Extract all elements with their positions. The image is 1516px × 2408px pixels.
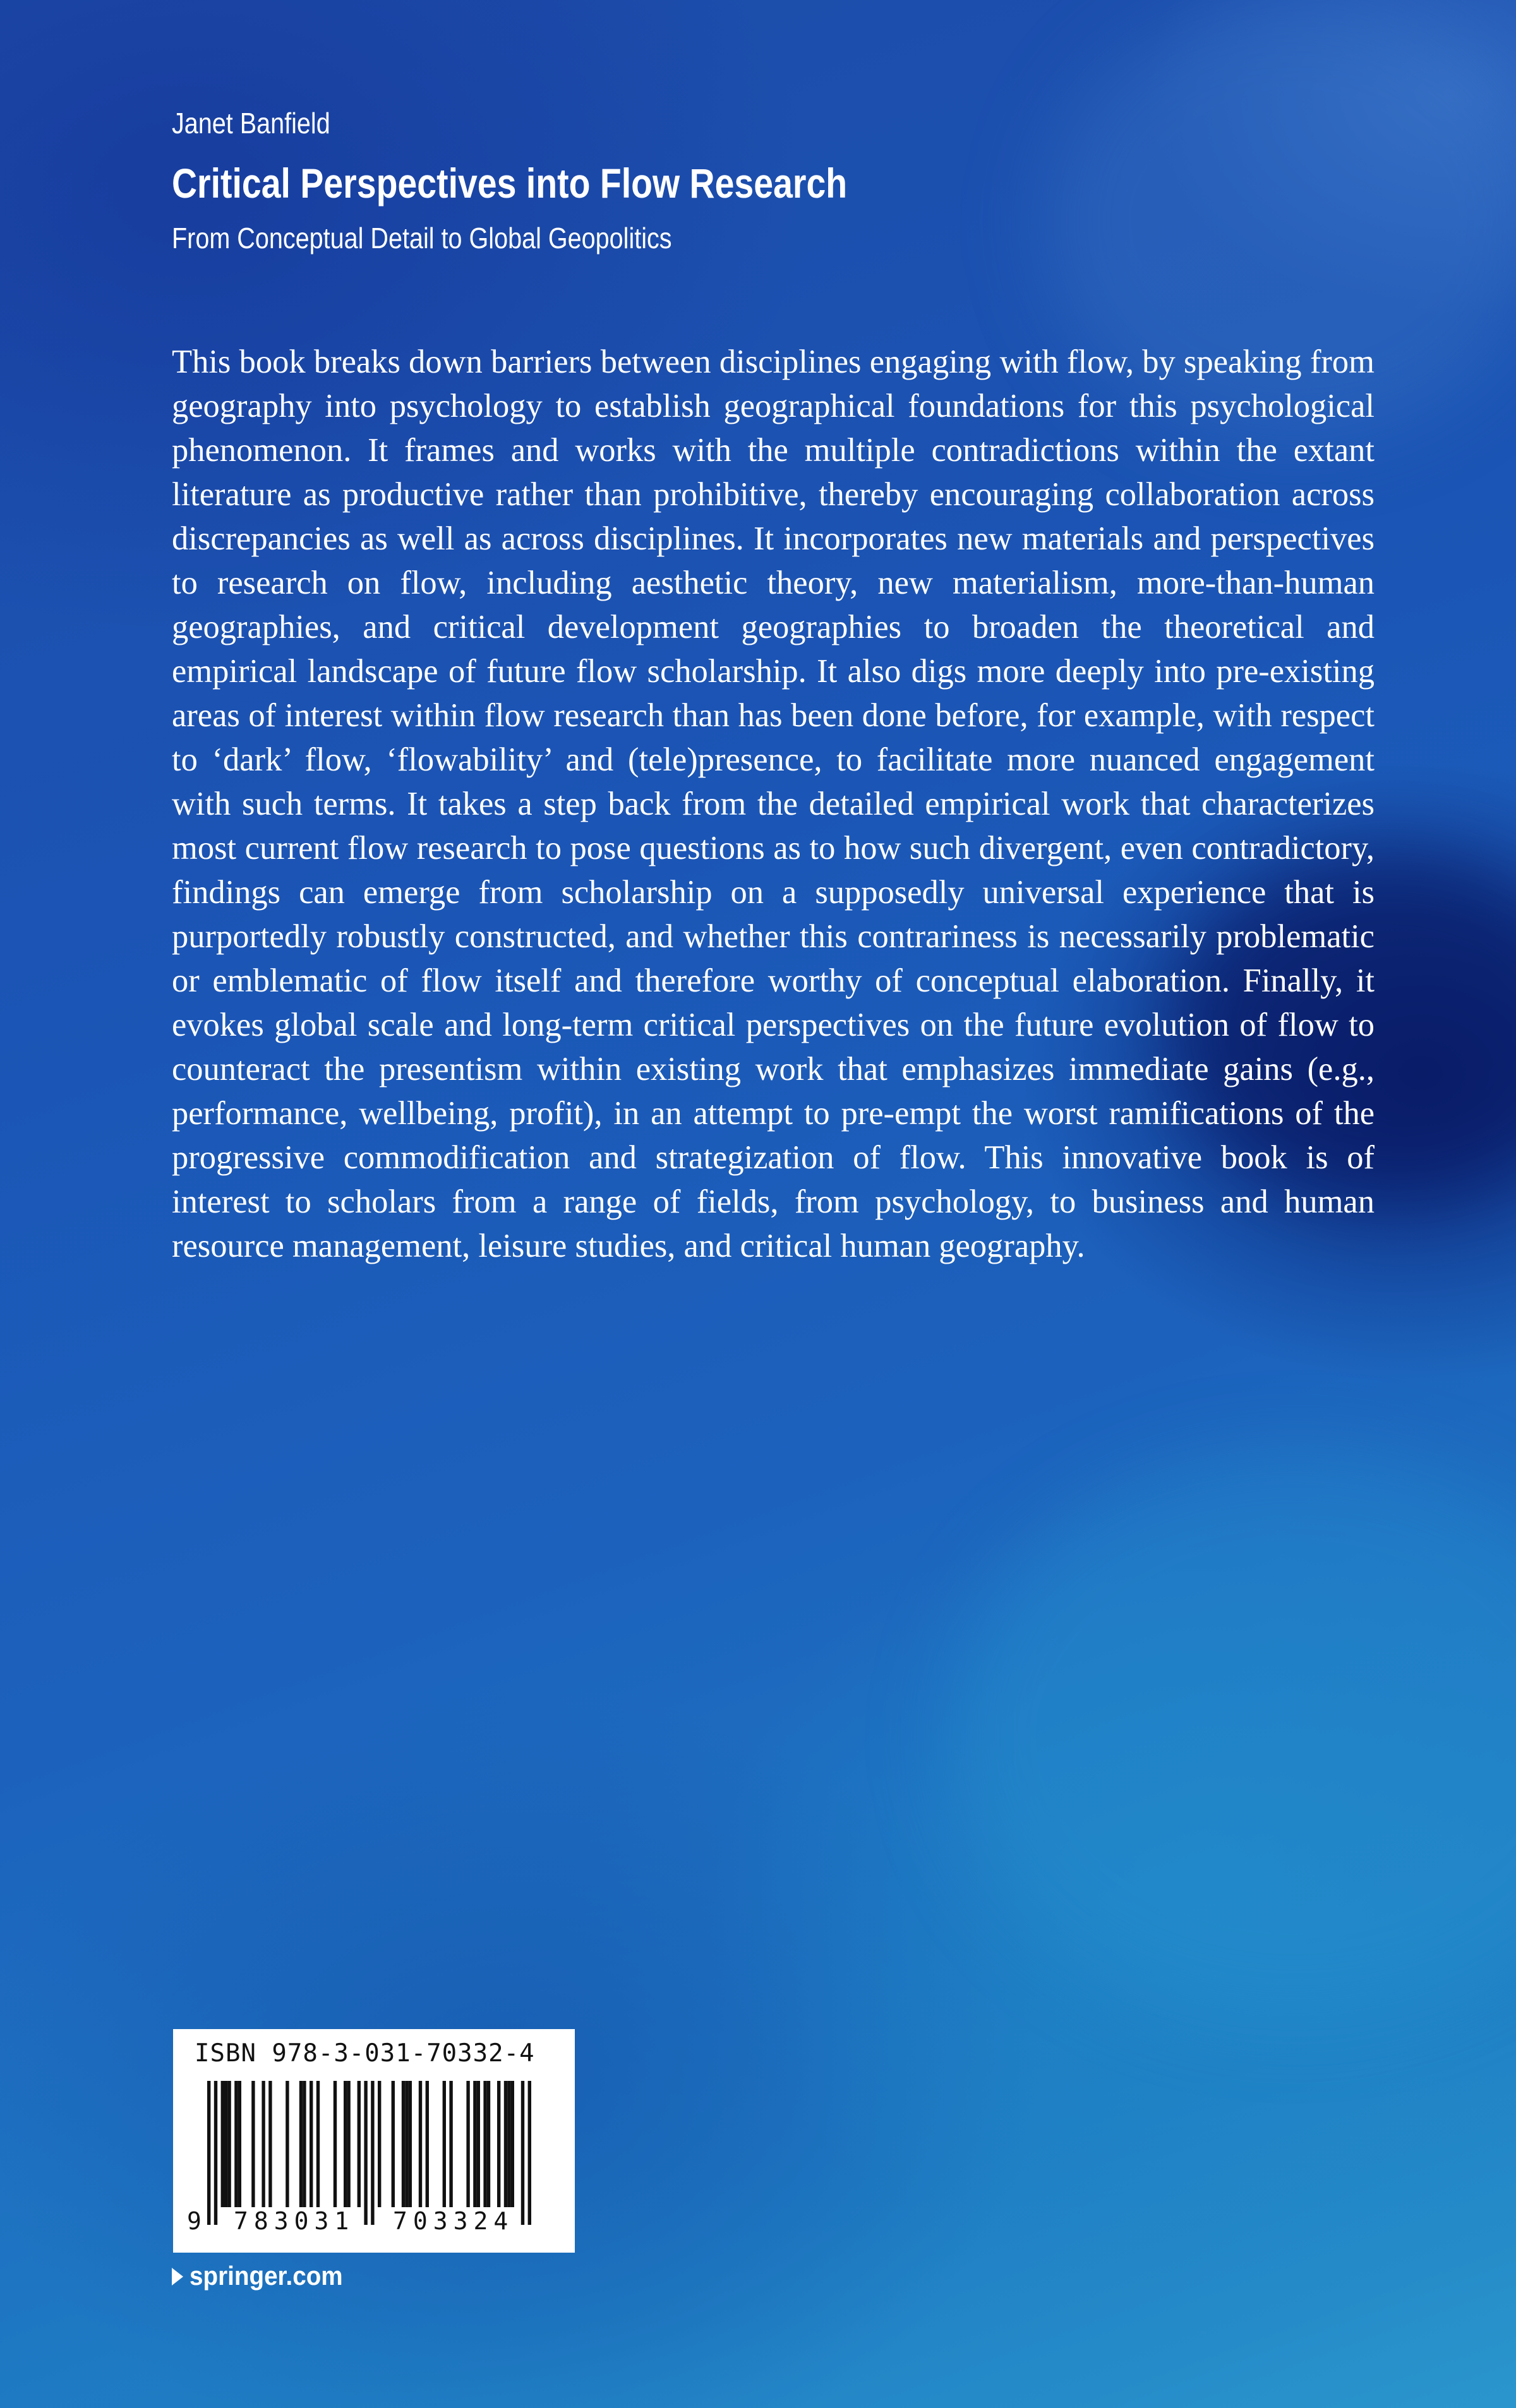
barcode-bar (378, 2081, 381, 2207)
barcode-bar (449, 2081, 452, 2207)
barcode-bar (477, 2081, 480, 2207)
barcode-bar (497, 2081, 500, 2207)
barcode-bar (268, 2081, 272, 2207)
barcode-bar (234, 2081, 238, 2207)
barcode-bar (299, 2081, 303, 2207)
barcode-bar (251, 2081, 255, 2207)
barcode-bar (483, 2081, 486, 2207)
barcode-bar (409, 2081, 412, 2207)
barcode-bar (402, 2081, 405, 2207)
barcode-bar (316, 2081, 320, 2207)
barcode-bar (473, 2081, 476, 2207)
barcode-bar (392, 2081, 395, 2207)
barcode-bar (286, 2081, 289, 2207)
barcode-bar (511, 2081, 514, 2207)
barcode-bar (227, 2081, 231, 2207)
isbn-barcode (173, 2029, 575, 2253)
barcode-guard-bar (528, 2081, 531, 2225)
barcode-bar (358, 2081, 361, 2207)
publisher-link[interactable] (172, 2258, 356, 2294)
barcode-bar (344, 2081, 347, 2207)
barcode-bar (238, 2081, 241, 2207)
barcode-bar (262, 2081, 265, 2207)
barcode-bar (419, 2081, 422, 2207)
barcode-digits-right: 703324 (390, 2207, 516, 2235)
barcode-bar (507, 2081, 510, 2207)
publisher-site[interactable]: springer.com (190, 2261, 343, 2291)
isbn-label: ISBN 978-3-031-70332-4 (195, 2039, 535, 2068)
barcode-bar (443, 2081, 446, 2207)
author-name: Janet Banfield (172, 107, 330, 140)
barcode-bar (303, 2081, 306, 2207)
barcode-bar (504, 2081, 507, 2207)
book-subtitle: From Conceptual Detail to Global Geopolitics (172, 222, 672, 255)
barcode-bar (221, 2081, 224, 2207)
barcode-digits (187, 2207, 566, 2239)
book-description: This book breaks down barriers between disciplines engaging with flow, by speaking from geography into psychology to establish geographical foundations for this psychological phenomenon. It frames and works with the multiple contradictions within the extant literature as productive rather than prohibitive, thereby encouraging collaboration across discrepancies as well as across disciplines. It incorporates new materials and perspectives to research on flow, including aesthetic theory, new materialism, more-than-human geographies, and critical development geographies to broaden the theoretical and empirical landscape of future flow scholarship. It also digs more deeply into pre-existing areas of interest within flow research than has been done before, for example, with respect to ‘dark’ flow, ‘flowability’ and (tele)presence, to facilitate more nuanced engagement with such terms. It takes a step back from the detailed empirical work that characterizes most current flow research to pose questions as to how such divergent, even contradictory, findings can emerge from scholarship on a supposedly universal experience that is purportedly robustly constructed, and whether this contrariness is necessarily problematic or emblematic of flow itself and therefore worthy of conceptual elaboration. Finally, it evokes global scale and long-term critical perspectives on the future evolution of flow to counteract the presentism within existing work that emphasizes immediate gains (e.g., performance, wellbeing, profit), in an attempt to pre-empt the worst ramifications of the progressive commodification and strategization of flow. This innovative book is of interest to scholars from a range of fields, from psychology, to business and human resource management, leisure studies, and critical human geography. (172, 344, 1375, 1264)
barcode-bar (224, 2081, 227, 2207)
barcode-digit-first: 9 (187, 2207, 202, 2235)
background-swirl (948, 1453, 1516, 2021)
barcode-guard-bar (371, 2081, 374, 2225)
barcode-guard-bar (207, 2081, 210, 2225)
triangle-arrow-icon (172, 2268, 183, 2285)
barcode-guard-bar (214, 2081, 217, 2225)
barcode-bar (466, 2081, 469, 2207)
barcode-bar (405, 2081, 408, 2207)
barcode-guard-bar (364, 2081, 367, 2225)
barcode-bar (310, 2081, 313, 2207)
book-title: Critical Perspectives into Flow Research (172, 160, 848, 207)
barcode-guard-bar (521, 2081, 524, 2225)
barcode-bar (347, 2081, 350, 2207)
barcode-digits-left: 783031 (231, 2207, 357, 2235)
barcode-bar (426, 2081, 429, 2207)
barcode-bar (334, 2081, 337, 2207)
barcode-bar (487, 2081, 490, 2207)
